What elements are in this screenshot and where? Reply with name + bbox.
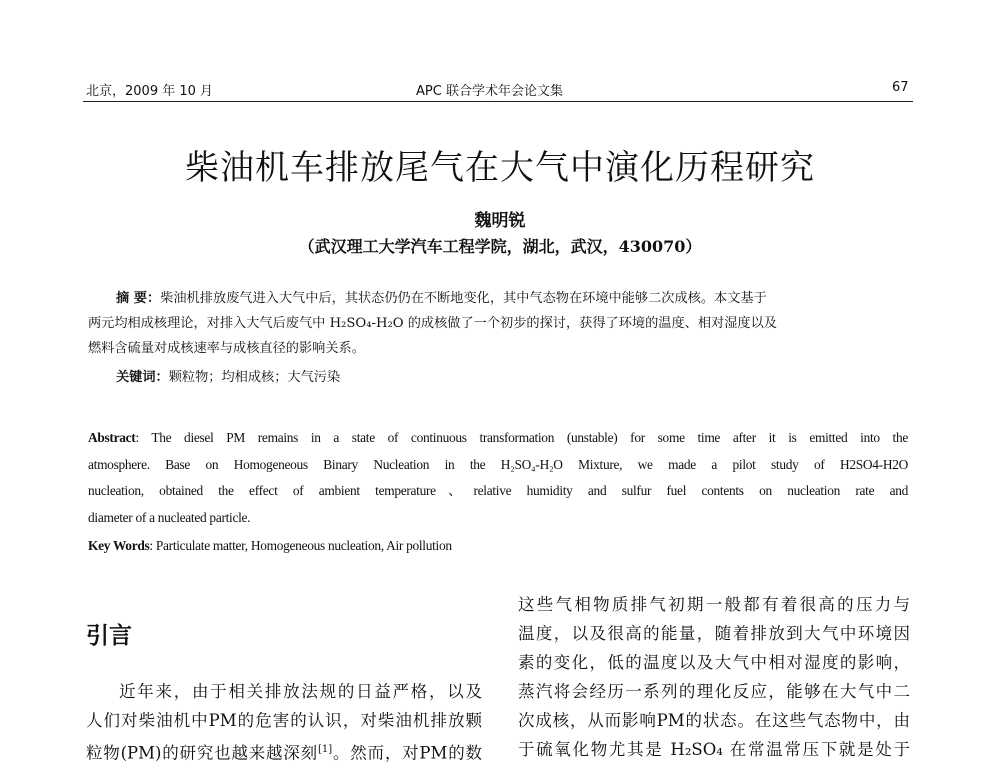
paragraph-line: 这些气相物质排气初期一般都有着很高的压力与 [518, 595, 910, 614]
header-center: APC 联合学术年会论文集 [416, 84, 563, 99]
abstract-cn-label: 摘 要： [116, 291, 161, 306]
abstract-en-label: Abstract [88, 430, 136, 445]
paragraph-line: 于硫氧化物尤其是 H₂SO₄ 在常温常压下就是处于 [518, 740, 910, 759]
keywords-cn-text: 颗粒物；均相成核；大气污染 [168, 370, 341, 385]
paragraph-line: 次成核，从而影响PM的状态。在这些气态物中，由 [518, 711, 910, 730]
text: 粒物(PM)的研究也越来越深刻 [86, 743, 318, 763]
citation[interactable]: [1] [317, 744, 333, 755]
keywords-en-label: Key Words [88, 538, 150, 553]
abstract-en-line: nucleation, obtained the effect of ambient temperature、relative humidity and sulfur fuel contents on nucleation rate and [88, 483, 908, 498]
paper-title: 柴油机车排放尾气在大气中演化历程研究 [185, 148, 815, 188]
abstract-en [88, 425, 908, 531]
keywords-en-text: : Particulate matter, Homogeneous nucleation, Air pollution [149, 538, 452, 553]
page-number: 67 [892, 80, 909, 95]
paragraph-line [86, 735, 482, 768]
text: 。然而，对PM的数 [332, 743, 483, 763]
left-column [86, 677, 482, 768]
abstract-cn-line: 燃料含硫量对成核速率与成核直径的影响关系。 [88, 341, 365, 356]
header-rule [83, 101, 913, 102]
header-left: 北京，2009 年 10 月 [86, 84, 214, 99]
abstract-cn [88, 286, 908, 390]
right-column [518, 590, 910, 764]
paragraph-line: 近年来，由于相关排放法规的日益严格，以及 [119, 682, 482, 701]
keywords-cn-label: 关键词： [116, 370, 169, 385]
abstract-en-line: : The diesel PM remains in a state of continuous transformation (unstable) for some time after it is emitted into the [135, 430, 908, 445]
abstract-cn-line: 柴油机排放废气进入大气中后，其状态仍仍在不断地变化，其中气态物在环境中能够二次成核。本文基于 [160, 291, 767, 306]
paragraph-line: 人们对柴油机中PM的危害的认识，对柴油机排放颗 [86, 711, 482, 730]
abstract-en-line: diameter of a nucleated particle. [88, 509, 251, 525]
author: 魏明锐 [474, 211, 526, 231]
abstract-cn-line: 两元均相成核理论，对排入大气后废气中 H₂SO₄-H₂O 的成核做了一个初步的探讨，获得了环境的温度、相对湿度以及 [88, 316, 777, 331]
paragraph-line: 素的变化，低的温度以及大气中相对湿度的影响， [518, 653, 910, 672]
keywords-cn [88, 365, 908, 390]
paragraph-line: 蒸汽将会经历一系列的理化反应，能够在大气中二 [518, 682, 910, 701]
section-heading: 引言 [86, 623, 132, 649]
affiliation: （武汉理工大学汽车工程学院，湖北，武汉，430070） [298, 237, 702, 256]
abstract-en-line: atmosphere. Base on Homogeneous Binary Nucleation in the H₂SO₄-H₂O Mixture, we made a pilot study of H2SO4-H2O [88, 456, 908, 472]
paragraph-line: 温度，以及很高的能量，随着排放到大气中环境因 [518, 624, 910, 643]
keywords-en [88, 538, 452, 554]
